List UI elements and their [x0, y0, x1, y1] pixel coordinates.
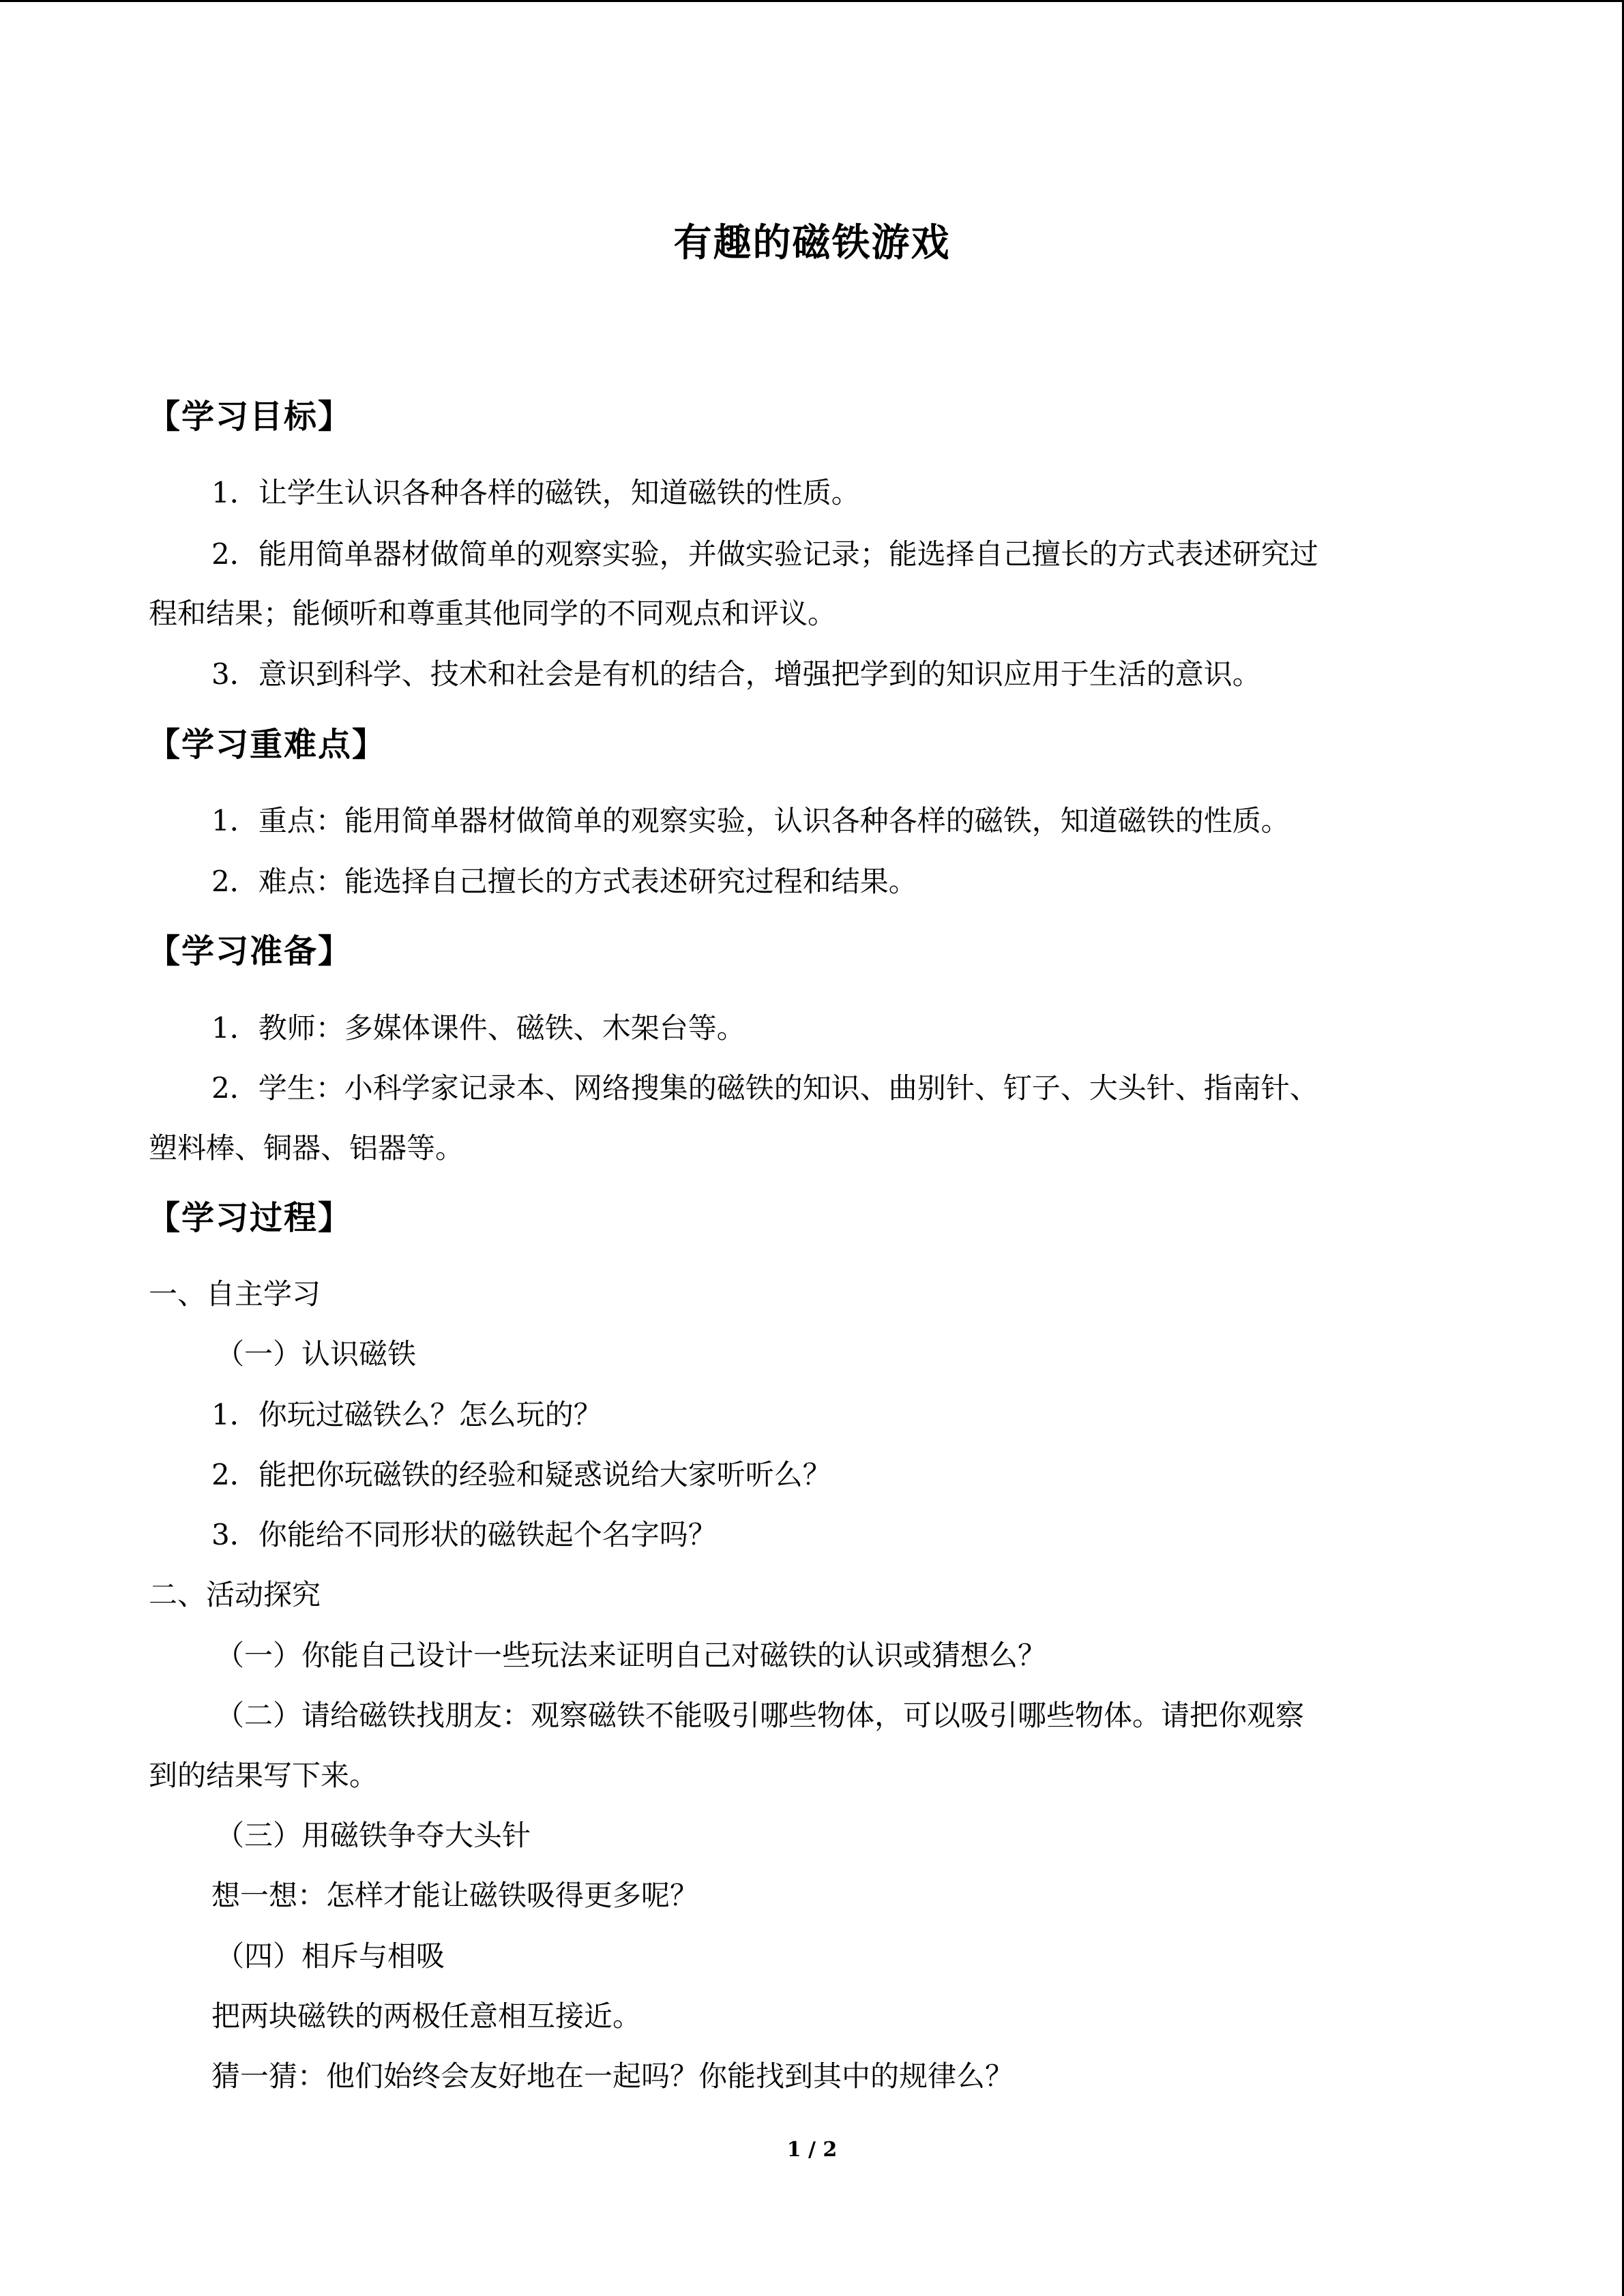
process-subsection-1: （一）认识磁铁 — [216, 1337, 417, 1371]
process-question-1: 1．你玩过磁铁么？怎么玩的？ — [211, 1398, 602, 1431]
process-part-1-title: 一、自主学习 — [149, 1277, 321, 1311]
process-part-2-title: 二、活动探究 — [149, 1578, 321, 1611]
activity-2-cont: 到的结果写下来。 — [149, 1759, 379, 1792]
activity-1: （一）你能自己设计一些玩法来证明自己对磁铁的认识或猜想么？ — [216, 1639, 1047, 1672]
prep-item-1: 1．教师：多媒体课件、磁铁、木架台等。 — [211, 1011, 745, 1045]
page-number: 1 / 2 — [786, 2138, 838, 2162]
goal-item-1: 1．让学生认识各种各样的磁铁，知道磁铁的性质。 — [211, 476, 860, 509]
goal-item-2: 2．能用简单器材做简单的观察实验，并做实验记录；能选择自己擅长的方式表述研究过 — [211, 537, 1318, 571]
activity-3-think: 想一想：怎样才能让磁铁吸得更多呢？ — [211, 1879, 699, 1912]
process-question-2: 2．能把你玩磁铁的经验和疑惑说给大家听听么？ — [211, 1458, 831, 1491]
goal-item-2-cont: 程和结果；能倾听和尊重其他同学的不同观点和评议。 — [149, 597, 837, 630]
process-question-3: 3．你能给不同形状的磁铁起个名字吗？ — [211, 1518, 717, 1551]
activity-4-instruction: 把两块磁铁的两极任意相互接近。 — [211, 1999, 642, 2033]
key-point-item-2: 2．难点：能选择自己擅长的方式表述研究过程和结果。 — [211, 865, 917, 898]
activity-4: （四）相斥与相吸 — [216, 1939, 445, 1973]
activity-2: （二）请给磁铁找朋友：观察磁铁不能吸引哪些物体，可以吸引哪些物体。请把你观察 — [216, 1699, 1305, 1732]
activity-3: （三）用磁铁争夺大头针 — [216, 1819, 531, 1852]
heading-process: 【学习过程】 — [147, 1199, 353, 1237]
activity-4-guess: 猜一猜：他们始终会友好地在一起吗？你能找到其中的规律么？ — [211, 2059, 1014, 2093]
key-point-item-1: 1．重点：能用简单器材做简单的观察实验，认识各种各样的磁铁，知道磁铁的性质。 — [211, 804, 1290, 837]
prep-item-2-cont: 塑料棒、铜器、铝器等。 — [149, 1131, 464, 1165]
prep-item-2: 2．学生：小科学家记录本、网络搜集的磁铁的知识、曲别针、钉子、大头针、指南针、 — [211, 1071, 1318, 1105]
heading-key-points: 【学习重难点】 — [147, 726, 387, 764]
heading-goals: 【学习目标】 — [147, 398, 353, 436]
goal-item-3: 3．意识到科学、技术和社会是有机的结合，增强把学到的知识应用于生活的意识。 — [211, 657, 1261, 691]
heading-preparation: 【学习准备】 — [147, 932, 353, 970]
top-border — [0, 0, 1624, 2]
page-title: 有趣的磁铁游戏 — [673, 221, 951, 265]
